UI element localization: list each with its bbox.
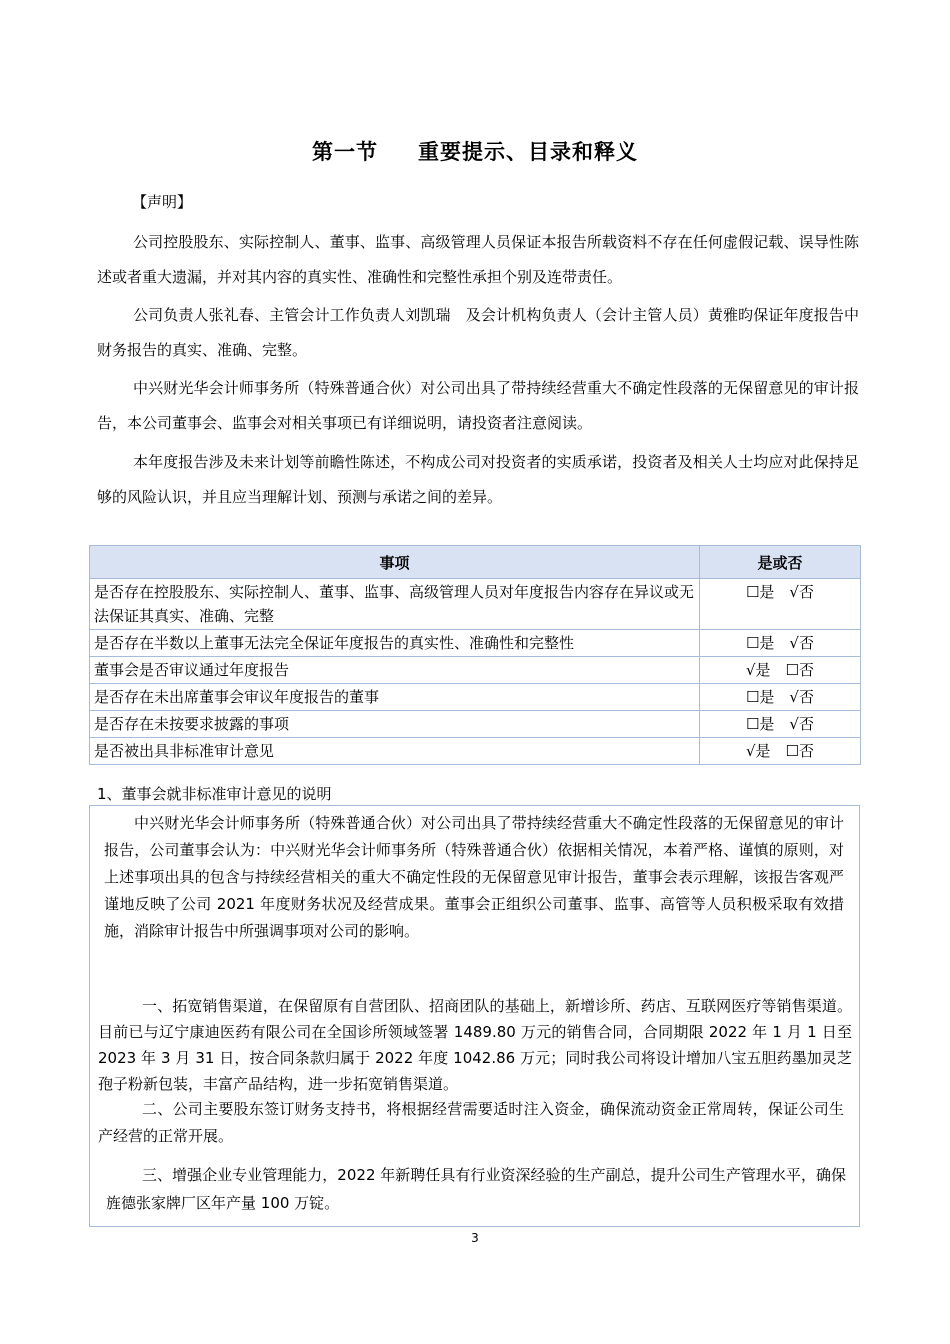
explanation-paragraph: 中兴财光华会计师事务所（特殊普通合伙）对公司出具了带持续经营重大不确定性段落的无保留意见的审计报告，公司董事会认为：中兴财光华会计师事务所（特殊普通合伙）依据相关情况，本着严格、谨慎的原则，对上述事项出具的包含与持续经营相关的重大不确定性段的无保留意见审计报告，董事会表示理解，该报告客观严谨地反映了公司 2021 年度财务状况及经营成果。董事会正组织公司董事、监事、高管等人员积极采取有效措施，消除审计报告中所强调事项对公司的影响。: [104, 814, 844, 940]
table-cell-choice: ☐是 √否: [700, 684, 861, 711]
table-row: [90, 630, 861, 657]
table-cell-item: 是否存在半数以上董事无法完全保证年度报告的真实性、准确性和完整性: [90, 630, 700, 657]
table-row: [90, 684, 861, 711]
explanation-paragraph: 二、公司主要股东签订财务支持书，将根据经营需要适时注入资金，确保流动资金正常周转，保证公司生产经营的正常开展。: [98, 1100, 844, 1145]
table-cell-item: 是否被出具非标准审计意见: [90, 738, 700, 765]
explanation-paragraph: 一、拓宽销售渠道，在保留原有自营团队、招商团队的基础上，新增诊所、药店、互联网医疗等销售渠道。目前已与辽宁康迪医药有限公司在全国诊所领域签署 1489.80 万元的销售合同，合同期限 2022 年 1 月 1 日至 2023 年 3 月 31 日，按合同条款归属于 2022 年度 1042.86 万元；同时我公司将设计增加八宝五胆药墨加灵芝孢子粉新包装，丰富产品结构，进一步拓宽销售渠道。: [98, 997, 852, 1093]
table-cell-choice: ☐是 √否: [700, 579, 861, 630]
column-header-choice: 是或否: [700, 546, 861, 579]
explanation-paragraph: 三、增强企业专业管理能力，2022 年新聘任具有行业资深经验的生产副总，提升公司生产管理水平，确保旌德张家牌厂区年产量 100 万锭。: [106, 1166, 846, 1212]
board-explanation-box: [89, 805, 860, 1227]
declaration-paragraph: 公司负责人张礼春、主管会计工作负责人刘凯瑞 及会计机构负责人（会计主管人员）黄雅昀保证年度报告中财务报告的真实、准确、完整。: [97, 306, 859, 359]
declaration-paragraph: 中兴财光华会计师事务所（特殊普通合伙）对公司出具了带持续经营重大不确定性段落的无保留意见的审计报告，本公司董事会、监事会对相关事项已有详细说明，请投资者注意阅读。: [97, 379, 859, 432]
table-row: [90, 657, 861, 684]
table-row: [90, 738, 861, 765]
table-cell-item: 董事会是否审议通过年度报告: [90, 657, 700, 684]
table-row: [90, 579, 861, 630]
table-cell-choice: √是 ☐否: [700, 657, 861, 684]
declaration-paragraph: 公司控股股东、实际控制人、董事、监事、高级管理人员保证本报告所载资料不存在任何虚假记载、误导性陈述或者重大遗漏，并对其内容的真实性、准确性和完整性承担个别及连带责任。: [97, 233, 859, 286]
section-number: 第一节: [312, 140, 378, 164]
table-cell-item: 是否存在未按要求披露的事项: [90, 711, 700, 738]
table-cell-item: 是否存在控股股东、实际控制人、董事、监事、高级管理人员对年度报告内容存在异议或无法保证其真实、准确、完整: [90, 579, 700, 630]
table-header-row: [90, 546, 861, 579]
column-header-item: 事项: [90, 546, 700, 579]
table-cell-choice: √是 ☐否: [700, 738, 861, 765]
confirmation-table: [89, 545, 861, 765]
declaration-label: 【声明】: [132, 193, 193, 211]
table-cell-item: 是否存在未出席董事会审议年度报告的董事: [90, 684, 700, 711]
table-cell-choice: ☐是 √否: [700, 630, 861, 657]
table-row: [90, 711, 861, 738]
section-heading: 重要提示、目录和释义: [418, 140, 638, 164]
table-cell-choice: ☐是 √否: [700, 711, 861, 738]
declaration-paragraph: 本年度报告涉及未来计划等前瞻性陈述，不构成公司对投资者的实质承诺，投资者及相关人士均应对此保持足够的风险认识，并且应当理解计划、预测与承诺之间的差异。: [97, 453, 859, 506]
board-explanation-title: 1、董事会就非标准审计意见的说明: [97, 785, 332, 803]
section-title: [0, 136, 950, 166]
page-number: 3: [471, 1231, 479, 1245]
